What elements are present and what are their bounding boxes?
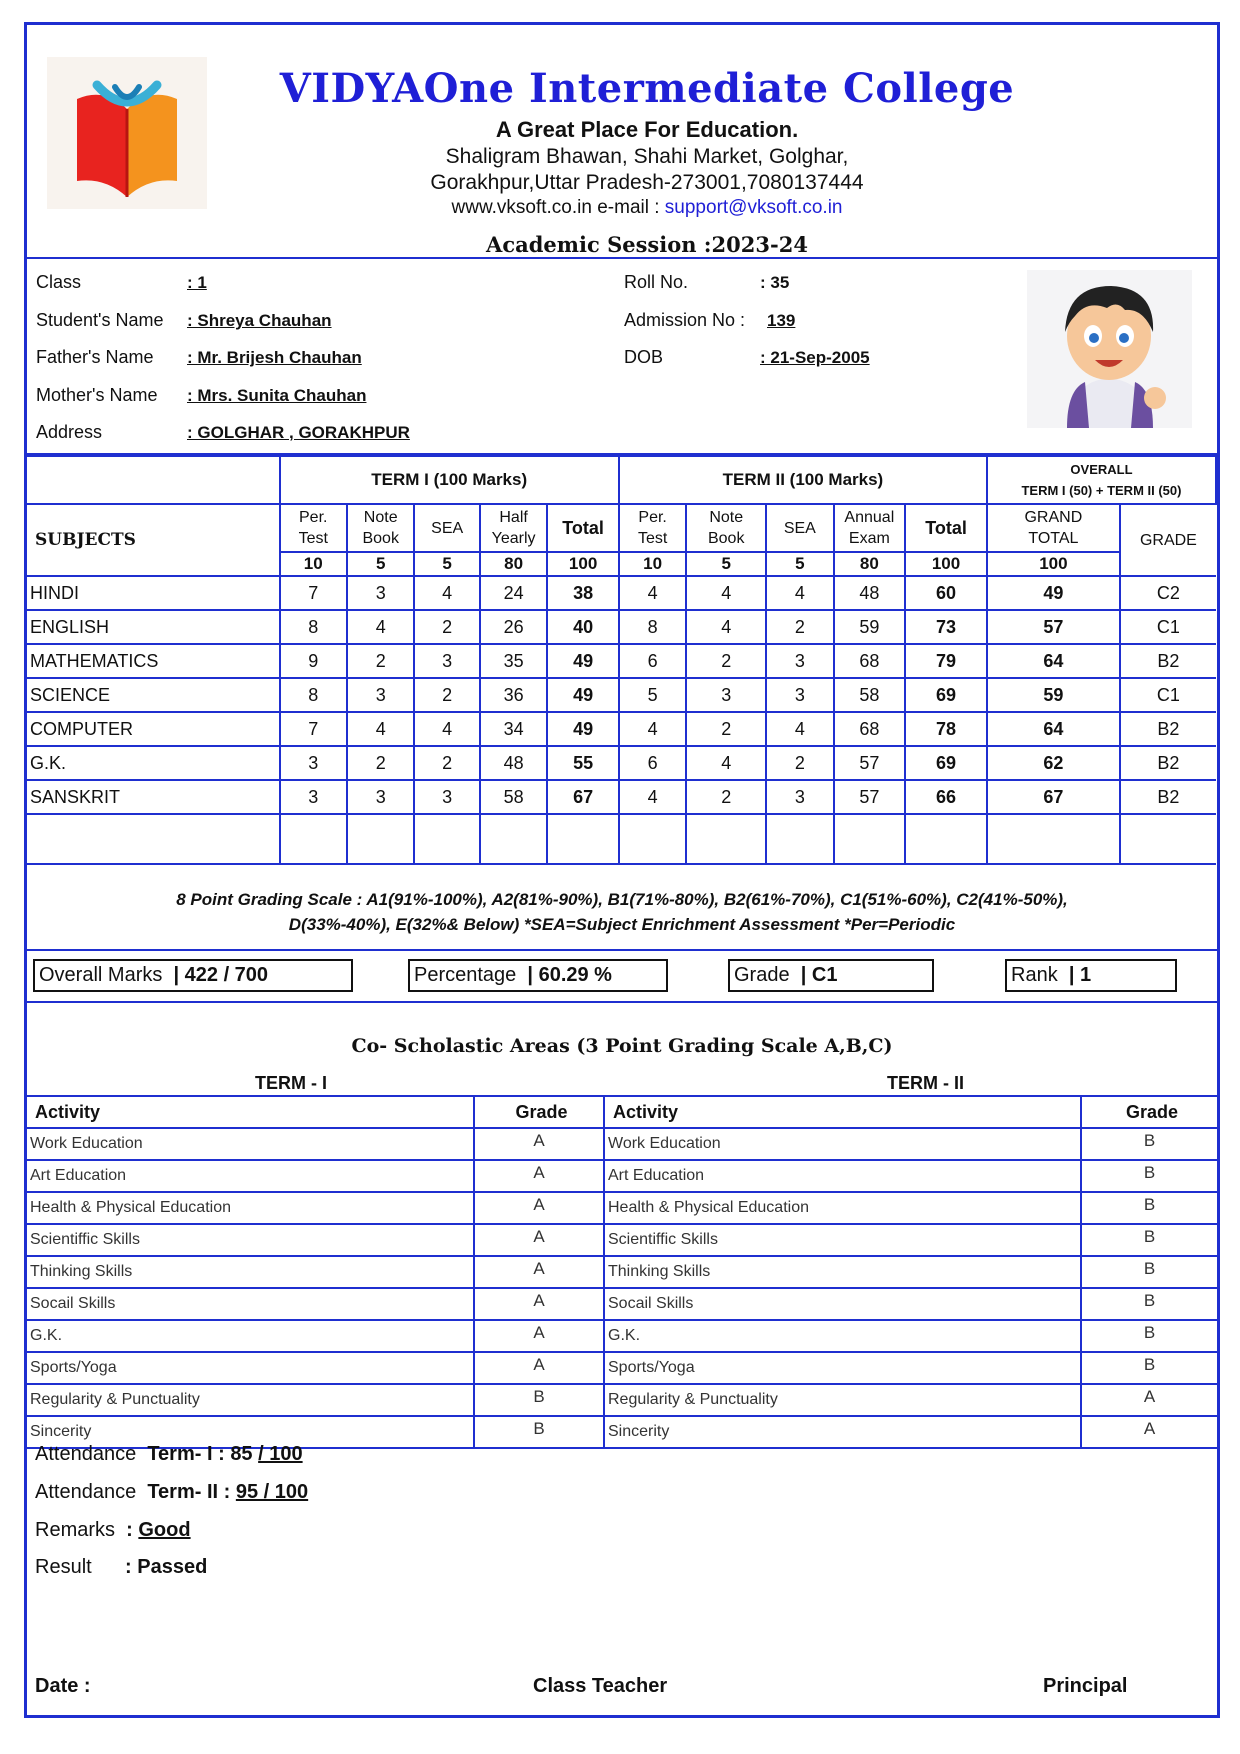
co-scholastic-row bbox=[27, 1192, 1217, 1224]
max-marks-cell: 5 bbox=[766, 552, 833, 576]
blank-header-cell bbox=[27, 456, 280, 504]
grand-total-header bbox=[987, 504, 1120, 552]
t2-annual-exam-cell: 59 bbox=[834, 610, 906, 644]
t1-note-book-cell: 4 bbox=[347, 712, 414, 746]
term1-activity-cell: Thinking Skills bbox=[27, 1256, 474, 1288]
term1-activity-cell: Work Education bbox=[27, 1128, 474, 1160]
grand-total-cell: 64 bbox=[987, 644, 1120, 678]
max-marks-cell: 80 bbox=[480, 552, 547, 576]
attendance-term1-label: Term- I : bbox=[147, 1443, 225, 1465]
term1-grade-cell: A bbox=[474, 1160, 604, 1192]
address-label: Address bbox=[36, 422, 103, 442]
email-link[interactable]: support@vksoft.co.in bbox=[664, 197, 843, 218]
header-line: Book bbox=[362, 530, 399, 547]
t1-note-book-cell: 2 bbox=[347, 644, 414, 678]
grade-cell: C2 bbox=[1120, 576, 1216, 610]
grade-box bbox=[728, 959, 934, 992]
result-label: Result bbox=[35, 1556, 92, 1578]
school-address-line2: Gorakhpur,Uttar Pradesh-273001,7080137444 bbox=[430, 171, 864, 194]
dob-value: : 21-Sep-2005 bbox=[760, 348, 870, 367]
t1-note-book-cell: 4 bbox=[347, 610, 414, 644]
t1-sea-cell: 4 bbox=[414, 712, 479, 746]
header-line: Half bbox=[499, 509, 528, 526]
t1-per-test-cell: 3 bbox=[280, 780, 347, 814]
term2-grade-cell: B bbox=[1081, 1128, 1217, 1160]
report-card bbox=[24, 22, 1220, 1718]
t1-total-cell: 49 bbox=[547, 712, 619, 746]
t1-total-cell: 49 bbox=[547, 644, 619, 678]
term1-grade-cell: B bbox=[474, 1384, 604, 1416]
term1-grade-cell: A bbox=[474, 1192, 604, 1224]
t1-sea-cell: 3 bbox=[414, 780, 479, 814]
subject-row bbox=[27, 644, 1216, 678]
t2-annual-exam-cell: 58 bbox=[834, 678, 906, 712]
remarks-value: Good bbox=[138, 1519, 191, 1541]
t2-note-book-cell: 2 bbox=[686, 644, 766, 678]
t1-per-test-cell: 9 bbox=[280, 644, 347, 678]
grade-value: | C1 bbox=[800, 964, 838, 986]
blank-cell bbox=[280, 814, 347, 864]
blank-cell bbox=[414, 814, 479, 864]
t2-note-book-cell: 4 bbox=[686, 576, 766, 610]
t1-note-book-cell: 3 bbox=[347, 780, 414, 814]
percentage-label: Percentage bbox=[414, 964, 517, 986]
grand-total-cell: 67 bbox=[987, 780, 1120, 814]
t1-total-cell: 67 bbox=[547, 780, 619, 814]
rank-box bbox=[1005, 959, 1177, 992]
t2-annual-exam-cell: 48 bbox=[834, 576, 906, 610]
t2-total-header: Total bbox=[905, 504, 987, 552]
term1-activity-cell: Sports/Yoga bbox=[27, 1352, 474, 1384]
t2-annual-exam-cell: 68 bbox=[834, 712, 906, 746]
t1-sea-cell: 2 bbox=[414, 678, 479, 712]
grade-cell: C1 bbox=[1120, 610, 1216, 644]
header-line: Book bbox=[707, 530, 745, 547]
grade-cell: C1 bbox=[1120, 678, 1216, 712]
t1-sea-header: SEA bbox=[414, 504, 479, 552]
term2-grade-cell: B bbox=[1081, 1256, 1217, 1288]
header-line: Note bbox=[363, 509, 398, 526]
subject-name: HINDI bbox=[27, 576, 280, 610]
term1-activity-header: Activity bbox=[27, 1096, 474, 1128]
header-line: TOTAL bbox=[1028, 530, 1079, 547]
date-label: Date : bbox=[35, 1675, 91, 1697]
t2-sea-cell: 3 bbox=[766, 678, 833, 712]
t2-total-cell: 78 bbox=[905, 712, 987, 746]
header-line: Per. bbox=[638, 509, 667, 526]
max-marks-cell: 80 bbox=[834, 552, 906, 576]
max-marks-cell: 5 bbox=[414, 552, 479, 576]
term2-activity-cell: Regularity & Punctuality bbox=[604, 1384, 1081, 1416]
term1-activity-cell: Sincerity bbox=[27, 1416, 474, 1448]
header-line: Exam bbox=[848, 530, 890, 547]
max-marks-cell: 5 bbox=[686, 552, 766, 576]
attendance-label: Attendance bbox=[35, 1443, 137, 1465]
class-value: : 1 bbox=[187, 273, 207, 292]
t1-total-cell: 55 bbox=[547, 746, 619, 780]
subject-row bbox=[27, 576, 1216, 610]
subject-row bbox=[27, 610, 1216, 644]
grand-total-cell: 59 bbox=[987, 678, 1120, 712]
t1-half-yearly-cell: 24 bbox=[480, 576, 547, 610]
max-marks-cell: 100 bbox=[547, 552, 619, 576]
max-marks-cell: 100 bbox=[905, 552, 987, 576]
marks-table bbox=[27, 455, 1217, 865]
term1-grade-cell: A bbox=[474, 1256, 604, 1288]
co-scholastic-row bbox=[27, 1384, 1217, 1416]
co-scholastic-row bbox=[27, 1320, 1217, 1352]
t2-note-book-header bbox=[686, 504, 766, 552]
t1-per-test-cell: 7 bbox=[280, 576, 347, 610]
subject-row bbox=[27, 746, 1216, 780]
rank-value: | 1 bbox=[1068, 964, 1092, 986]
t2-note-book-cell: 2 bbox=[686, 780, 766, 814]
subject-row bbox=[27, 678, 1216, 712]
term1-grade-cell: A bbox=[474, 1352, 604, 1384]
email-label: e-mail : bbox=[597, 197, 660, 218]
term1-activity-cell: Regularity & Punctuality bbox=[27, 1384, 474, 1416]
term2-activity-cell: Art Education bbox=[604, 1160, 1081, 1192]
t2-sea-cell: 2 bbox=[766, 610, 833, 644]
t1-note-book-cell: 3 bbox=[347, 576, 414, 610]
remarks-label: Remarks bbox=[35, 1519, 116, 1541]
book-logo-icon bbox=[47, 57, 207, 209]
term2-activity-cell: Work Education bbox=[604, 1128, 1081, 1160]
header-line: Note bbox=[709, 509, 744, 526]
t1-sea-cell: 2 bbox=[414, 746, 479, 780]
header-line: Test bbox=[298, 530, 328, 547]
co-scholastic-term1-label: TERM - I bbox=[255, 1073, 327, 1093]
subject-name: G.K. bbox=[27, 746, 280, 780]
term1-grade-header: Grade bbox=[474, 1096, 604, 1128]
t1-total-cell: 49 bbox=[547, 678, 619, 712]
t2-annual-exam-cell: 57 bbox=[834, 746, 906, 780]
blank-cell bbox=[480, 814, 547, 864]
term1-activity-cell: G.K. bbox=[27, 1320, 474, 1352]
subject-name: COMPUTER bbox=[27, 712, 280, 746]
percentage-box bbox=[408, 959, 668, 992]
grade-cell: B2 bbox=[1120, 746, 1216, 780]
t2-total-cell: 69 bbox=[905, 678, 987, 712]
t1-half-yearly-cell: 35 bbox=[480, 644, 547, 678]
term2-grade-cell: A bbox=[1081, 1416, 1217, 1448]
term1-header: TERM I (100 Marks) bbox=[280, 456, 619, 504]
blank-row bbox=[27, 814, 1216, 864]
overall-marks-label: Overall Marks bbox=[39, 964, 163, 986]
student-photo bbox=[1027, 270, 1192, 428]
term2-grade-cell: B bbox=[1081, 1320, 1217, 1352]
co-scholastic-body bbox=[27, 1128, 1217, 1448]
term2-activity-cell: G.K. bbox=[604, 1320, 1081, 1352]
subject-row bbox=[27, 780, 1216, 814]
term2-grade-cell: B bbox=[1081, 1192, 1217, 1224]
overall-header-line2: TERM I (50) + TERM II (50) bbox=[1021, 483, 1182, 498]
co-scholastic-term2-label: TERM - II bbox=[887, 1073, 964, 1093]
term1-grade-cell: A bbox=[474, 1288, 604, 1320]
max-marks-cell: 10 bbox=[619, 552, 686, 576]
mother-name-label: Mother's Name bbox=[36, 385, 158, 405]
t1-sea-cell: 2 bbox=[414, 610, 479, 644]
t2-annual-exam-cell: 57 bbox=[834, 780, 906, 814]
t2-note-book-cell: 4 bbox=[686, 746, 766, 780]
term2-grade-cell: B bbox=[1081, 1160, 1217, 1192]
grading-scale-note bbox=[27, 887, 1217, 937]
co-scholastic-row bbox=[27, 1288, 1217, 1320]
header-line: Annual bbox=[844, 509, 895, 526]
overall-header bbox=[987, 456, 1216, 504]
term1-activity-cell: Socail Skills bbox=[27, 1288, 474, 1320]
attendance-term1 bbox=[35, 1443, 303, 1466]
result-value: : Passed bbox=[125, 1556, 208, 1578]
term-header-row bbox=[27, 456, 1216, 504]
t2-per-test-cell: 4 bbox=[619, 712, 686, 746]
divider bbox=[27, 949, 1217, 951]
principal-signature: Principal bbox=[1043, 1675, 1128, 1697]
t1-total-cell: 40 bbox=[547, 610, 619, 644]
term2-activity-cell: Sincerity bbox=[604, 1416, 1081, 1448]
t2-per-test-cell: 4 bbox=[619, 576, 686, 610]
grade-cell: B2 bbox=[1120, 644, 1216, 678]
term2-activity-cell: Socail Skills bbox=[604, 1288, 1081, 1320]
co-scholastic-row bbox=[27, 1224, 1217, 1256]
t1-half-yearly-header bbox=[480, 504, 547, 552]
school-address-line1: Shaligram Bhawan, Shahi Market, Golghar, bbox=[445, 145, 849, 168]
grading-scale-line1: 8 Point Grading Scale : A1(91%-100%), A2(81%-90%), B1(71%-80%), B2(61%-70%), C1(51%-60%), C2(41%-50%), bbox=[176, 890, 1068, 909]
marks-body bbox=[27, 576, 1216, 814]
term2-grade-cell: B bbox=[1081, 1288, 1217, 1320]
blank-cell bbox=[987, 814, 1120, 864]
school-name: VIDYAOne Intermediate College bbox=[279, 65, 1015, 112]
admission-no-label: Admission No : bbox=[624, 310, 746, 330]
student-name-label: Student's Name bbox=[36, 310, 164, 330]
t2-note-book-cell: 2 bbox=[686, 712, 766, 746]
attendance-term1-value: 85 bbox=[230, 1443, 253, 1465]
co-scholastic-row bbox=[27, 1352, 1217, 1384]
class-teacher-signature: Class Teacher bbox=[533, 1675, 668, 1697]
header-line: GRAND bbox=[1024, 509, 1083, 526]
blank-cell bbox=[766, 814, 833, 864]
class-label: Class bbox=[36, 272, 82, 292]
t1-half-yearly-cell: 58 bbox=[480, 780, 547, 814]
percentage-value: | 60.29 % bbox=[527, 964, 612, 986]
t2-sea-cell: 4 bbox=[766, 712, 833, 746]
header-line: Per. bbox=[299, 509, 328, 526]
grade-label: Grade bbox=[734, 964, 790, 986]
term2-grade-cell: B bbox=[1081, 1352, 1217, 1384]
co-scholastic-header-row bbox=[27, 1096, 1217, 1128]
term1-activity-cell: Health & Physical Education bbox=[27, 1192, 474, 1224]
t2-sea-cell: 2 bbox=[766, 746, 833, 780]
t1-half-yearly-cell: 36 bbox=[480, 678, 547, 712]
t1-per-test-cell: 8 bbox=[280, 678, 347, 712]
t1-per-test-cell: 3 bbox=[280, 746, 347, 780]
subject-name: MATHEMATICS bbox=[27, 644, 280, 678]
t1-sea-cell: 3 bbox=[414, 644, 479, 678]
t2-sea-header: SEA bbox=[766, 504, 833, 552]
t2-per-test-header bbox=[619, 504, 686, 552]
co-scholastic-row bbox=[27, 1128, 1217, 1160]
grade-cell: B2 bbox=[1120, 712, 1216, 746]
t1-half-yearly-cell: 34 bbox=[480, 712, 547, 746]
overall-marks-value: | 422 / 700 bbox=[173, 964, 269, 986]
attendance-term2 bbox=[35, 1481, 308, 1504]
attendance-label: Attendance bbox=[35, 1481, 137, 1503]
t1-total-cell: 38 bbox=[547, 576, 619, 610]
result bbox=[35, 1556, 207, 1579]
grand-total-cell: 62 bbox=[987, 746, 1120, 780]
roll-no-value: : 35 bbox=[760, 273, 790, 292]
t1-sea-cell: 4 bbox=[414, 576, 479, 610]
roll-no-label: Roll No. bbox=[624, 272, 689, 292]
grade-cell: B2 bbox=[1120, 780, 1216, 814]
t2-total-cell: 69 bbox=[905, 746, 987, 780]
remarks: Remarks : Good bbox=[35, 1519, 191, 1541]
mother-name-value: : Mrs. Sunita Chauhan bbox=[187, 386, 367, 405]
t1-per-test-cell: 7 bbox=[280, 712, 347, 746]
blank-cell bbox=[619, 814, 686, 864]
blank-cell bbox=[347, 814, 414, 864]
t2-total-cell: 66 bbox=[905, 780, 987, 814]
blank-cell bbox=[27, 814, 280, 864]
t1-note-book-cell: 2 bbox=[347, 746, 414, 780]
website-text: www.vksoft.co.in bbox=[451, 197, 592, 218]
t2-sea-cell: 4 bbox=[766, 576, 833, 610]
max-marks-cell: 100 bbox=[987, 552, 1120, 576]
t2-note-book-cell: 4 bbox=[686, 610, 766, 644]
t2-total-cell: 73 bbox=[905, 610, 987, 644]
co-scholastic-row bbox=[27, 1256, 1217, 1288]
t2-sea-cell: 3 bbox=[766, 644, 833, 678]
divider bbox=[27, 257, 1217, 259]
report-header bbox=[27, 25, 1217, 257]
subject-row bbox=[27, 712, 1216, 746]
blank-cell bbox=[686, 814, 766, 864]
term1-grade-cell: B bbox=[474, 1416, 604, 1448]
term2-activity-header: Activity bbox=[604, 1096, 1081, 1128]
term1-activity-cell: Scientiffic Skills bbox=[27, 1224, 474, 1256]
overall-header-line1: OVERALL bbox=[1070, 462, 1133, 477]
t2-per-test-cell: 6 bbox=[619, 746, 686, 780]
t1-total-header: Total bbox=[547, 504, 619, 552]
t2-note-book-cell: 3 bbox=[686, 678, 766, 712]
t2-annual-exam-header bbox=[834, 504, 906, 552]
co-scholastic-row bbox=[27, 1160, 1217, 1192]
blank-cell bbox=[834, 814, 906, 864]
t1-note-book-cell: 3 bbox=[347, 678, 414, 712]
father-name-label: Father's Name bbox=[36, 347, 154, 367]
co-scholastic-table bbox=[27, 1095, 1217, 1449]
address-value: : GOLGHAR , GORAKHPUR bbox=[187, 423, 410, 442]
term2-grade-header: Grade bbox=[1081, 1096, 1217, 1128]
header-line: Test bbox=[637, 530, 668, 547]
term1-grade-cell: A bbox=[474, 1128, 604, 1160]
blank-cell bbox=[1120, 814, 1216, 864]
admission-no-value: 139 bbox=[767, 311, 796, 330]
father-name-value: : Mr. Brijesh Chauhan bbox=[187, 348, 362, 367]
subject-name: ENGLISH bbox=[27, 610, 280, 644]
grand-total-cell: 49 bbox=[987, 576, 1120, 610]
term2-grade-cell: B bbox=[1081, 1224, 1217, 1256]
blank-cell bbox=[547, 814, 619, 864]
term2-activity-cell: Scientiffic Skills bbox=[604, 1224, 1081, 1256]
term2-header: TERM II (100 Marks) bbox=[619, 456, 987, 504]
t1-note-book-header bbox=[347, 504, 414, 552]
subject-name: SCIENCE bbox=[27, 678, 280, 712]
t1-per-test-header bbox=[280, 504, 347, 552]
co-scholastic-title: Co- Scholastic Areas (3 Point Grading Scale A,B,C) bbox=[351, 1035, 893, 1057]
grand-total-cell: 57 bbox=[987, 610, 1120, 644]
t2-per-test-cell: 8 bbox=[619, 610, 686, 644]
term2-grade-cell: A bbox=[1081, 1384, 1217, 1416]
t2-sea-cell: 3 bbox=[766, 780, 833, 814]
term2-activity-cell: Sports/Yoga bbox=[604, 1352, 1081, 1384]
attendance-term1-total: / 100 bbox=[258, 1443, 303, 1465]
overall-marks-box bbox=[33, 959, 353, 992]
term1-grade-cell: A bbox=[474, 1224, 604, 1256]
grading-scale-line2: D(33%-40%), E(32%& Below) *SEA=Subject Enrichment Assessment *Per=Periodic bbox=[288, 915, 956, 934]
max-marks-cell: 5 bbox=[347, 552, 414, 576]
grade-header: GRADE bbox=[1120, 504, 1216, 576]
header-line: Yearly bbox=[491, 530, 536, 547]
blank-cell bbox=[905, 814, 987, 864]
column-header-row bbox=[27, 504, 1216, 552]
term1-activity-cell: Art Education bbox=[27, 1160, 474, 1192]
term1-grade-cell: A bbox=[474, 1320, 604, 1352]
rank-label: Rank bbox=[1011, 964, 1058, 986]
t2-per-test-cell: 6 bbox=[619, 644, 686, 678]
grand-total-cell: 64 bbox=[987, 712, 1120, 746]
t2-per-test-cell: 5 bbox=[619, 678, 686, 712]
attendance-term2-value: 95 / 100 bbox=[235, 1481, 309, 1503]
t1-half-yearly-cell: 48 bbox=[480, 746, 547, 780]
t2-per-test-cell: 4 bbox=[619, 780, 686, 814]
t1-half-yearly-cell: 26 bbox=[480, 610, 547, 644]
contact-line bbox=[217, 197, 1077, 219]
dob-label: DOB bbox=[624, 347, 664, 367]
school-tagline: A Great Place For Education. bbox=[495, 117, 799, 142]
term2-activity-cell: Thinking Skills bbox=[604, 1256, 1081, 1288]
t2-total-cell: 60 bbox=[905, 576, 987, 610]
subject-name: SANSKRIT bbox=[27, 780, 280, 814]
divider bbox=[27, 1001, 1217, 1003]
subjects-header: SUBJECTS bbox=[27, 504, 280, 576]
t1-per-test-cell: 8 bbox=[280, 610, 347, 644]
term2-activity-cell: Health & Physical Education bbox=[604, 1192, 1081, 1224]
t2-annual-exam-cell: 68 bbox=[834, 644, 906, 678]
max-marks-cell: 10 bbox=[280, 552, 347, 576]
academic-session: Academic Session :2023-24 bbox=[486, 232, 808, 257]
t2-total-cell: 79 bbox=[905, 644, 987, 678]
student-name-value: : Shreya Chauhan bbox=[187, 311, 332, 330]
attendance-term2-label: Term- II : bbox=[147, 1481, 231, 1503]
